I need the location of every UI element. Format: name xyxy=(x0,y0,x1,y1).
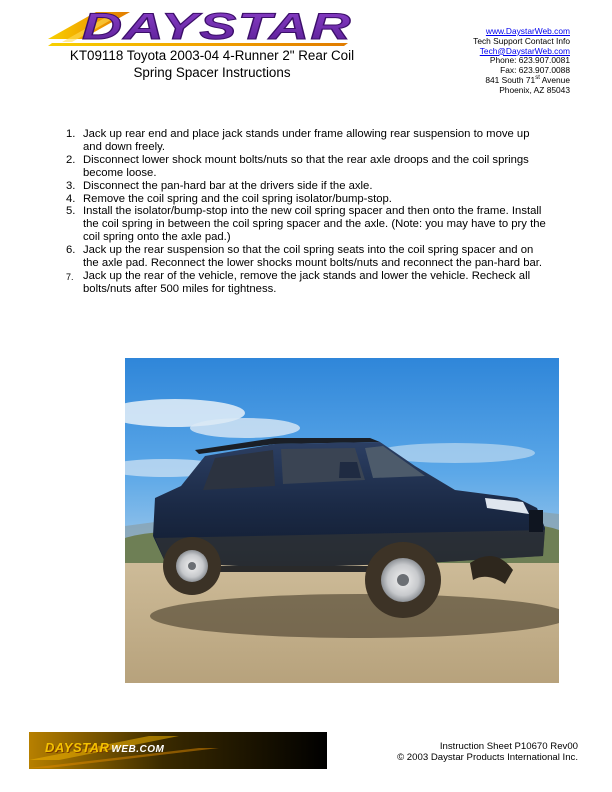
address-sup: st xyxy=(535,75,540,82)
step-text: Install the isolator/bump-stop into the new coil spring spacer and then onto the frame. Install the coil spring in between the coil spring spacer and the axle. (Note: you may have to pry the coil spring onto the axle pad.) xyxy=(83,205,546,244)
step-text: Disconnect the pan-hard bar at the drivers side if the axle. xyxy=(83,179,373,192)
page-title xyxy=(40,47,384,81)
instruction-sheet-number: Instruction Sheet P10670 Rev00 xyxy=(439,741,578,752)
phone-text: Phone: 623.907.0081 xyxy=(489,55,570,66)
fax-text: Fax: 623.907.0088 xyxy=(500,65,570,76)
banner-web: WEB.COM xyxy=(111,744,165,755)
step-text: Disconnect lower shock mount bolts/nuts so that the rear axle droops and the coil springs become loose. xyxy=(83,153,529,179)
step-text: Jack up the rear suspension so that the coil spring seats into the coil spring spacer and on the axle pad. Reconnect the lower shocks mount bolts/nuts and reconnect the pan-hard bar. xyxy=(83,244,543,270)
website-link[interactable]: www.DaystarWeb.com xyxy=(485,26,570,36)
banner-brand xyxy=(45,740,164,755)
copyright-text: © 2003 Daystar Products International Inc. xyxy=(397,752,578,764)
vehicle-photo-illustration xyxy=(125,358,559,683)
step-text: Remove the coil spring and the coil spring isolator/bump-stop. xyxy=(83,192,392,205)
support-label: Tech Support Contact Info xyxy=(473,35,570,46)
step-text: Jack up the rear of the vehicle, remove the jack stands and lower the vehicle. Recheck all bolts/nuts after 500 miles for tightness. xyxy=(83,269,531,295)
step-number: 4. xyxy=(66,192,76,205)
step-item xyxy=(66,193,548,206)
logo-brand-text: DAYSTAR xyxy=(82,6,352,46)
address-suffix: Avenue xyxy=(539,74,570,85)
vehicle-photo xyxy=(125,358,559,683)
step-number: 5. xyxy=(66,205,76,218)
address-prefix: 841 South 71 xyxy=(485,74,536,85)
step-item xyxy=(66,205,548,244)
title-line-1: KT09118 Toyota 2003-04 4-Runner 2" Rear Coil xyxy=(69,48,355,63)
step-item xyxy=(66,128,548,154)
step-item xyxy=(66,154,548,180)
footer-info xyxy=(318,741,578,763)
footer-banner xyxy=(29,732,327,769)
step-number: 7. xyxy=(66,271,74,282)
step-text: Jack up rear end and place jack stands under frame allowing rear suspension to move up and down freely. xyxy=(83,128,530,153)
step-number: 3. xyxy=(66,179,76,192)
daystar-logo-graphic xyxy=(48,6,360,46)
email-link[interactable]: Tech@DaystarWeb.com xyxy=(479,45,570,56)
step-item xyxy=(66,244,548,270)
step-item xyxy=(66,180,548,193)
banner-brand-name: DAYSTAR xyxy=(45,740,110,755)
step-number: 6. xyxy=(66,244,76,257)
contact-block xyxy=(370,27,570,96)
daystar-logo xyxy=(48,6,360,46)
step-number: 1. xyxy=(66,128,76,140)
title-line-2: Spring Spacer Instructions xyxy=(133,65,291,80)
instruction-steps xyxy=(66,128,548,296)
city-text: Phoenix, AZ 85043 xyxy=(499,84,570,95)
step-number: 2. xyxy=(66,153,76,166)
step-item xyxy=(66,270,548,296)
